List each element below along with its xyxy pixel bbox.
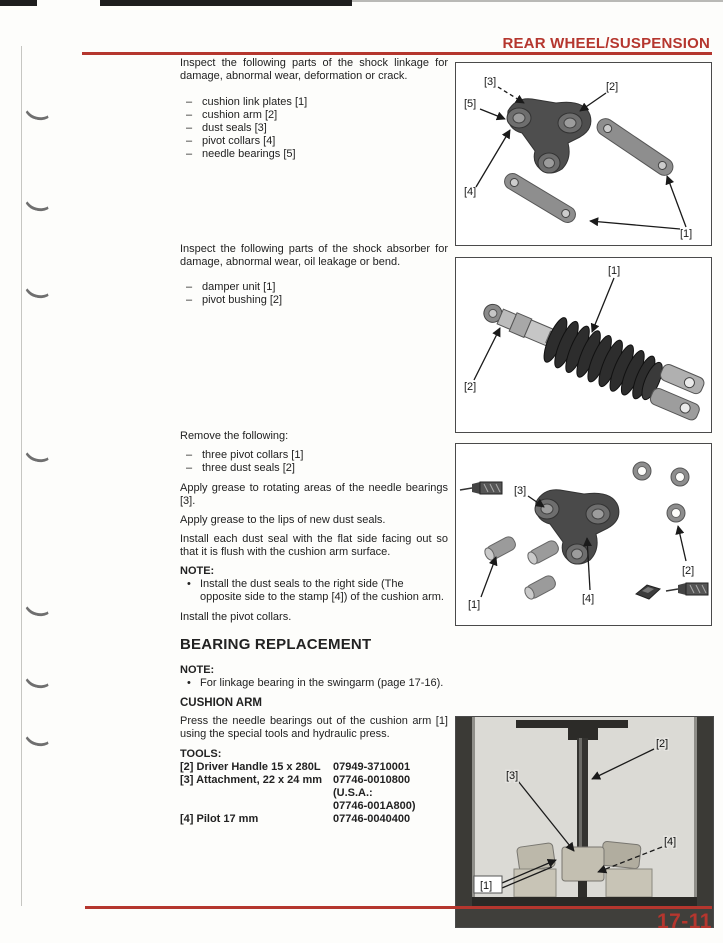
tool-name: [180, 800, 333, 813]
tool-name: [3] Attachment, 22 x 24 mm: [180, 774, 323, 786]
fig1-label-3: [3]: [484, 76, 497, 88]
grease-tube-icon: [666, 583, 708, 595]
tool-row: [180, 813, 448, 826]
figure-shock-linkage: [455, 62, 712, 246]
list-item: – damper unit [1]: [180, 281, 448, 294]
fig2-label-2: [2]: [464, 381, 477, 393]
tool-name: [2] Driver Handle 15 x 280L: [180, 761, 321, 773]
list-item: – needle bearings [5]: [180, 148, 448, 161]
list-item: – three pivot collars [1]: [180, 449, 448, 462]
binder-ring-mark: [21, 718, 56, 750]
note-block: [180, 664, 448, 690]
footer-rule: [85, 906, 712, 909]
page-number: 17-11: [656, 910, 712, 933]
callout-arrow: [667, 176, 686, 227]
subsection-heading: CUSHION ARM: [180, 697, 262, 709]
pivot-collar: [483, 535, 518, 562]
binder-ring-mark: [21, 92, 56, 124]
fig1-label-5: [5]: [464, 98, 477, 110]
fig1-label-4: [4]: [464, 186, 477, 198]
hydraulic-press-photo: [456, 717, 713, 927]
section-heading: BEARING REPLACEMENT: [180, 636, 372, 653]
page-header-title: REAR WHEEL/SUSPENSION: [502, 35, 710, 52]
dust-seal: [671, 468, 689, 486]
fig3-label-1: [1]: [468, 599, 481, 611]
tool-name: [180, 787, 333, 800]
scan-artifact: [352, 0, 723, 2]
list-item: – cushion arm [2]: [180, 109, 448, 122]
list-item: – three dust seals [2]: [180, 462, 448, 475]
tool-number: 07746-0040400: [333, 813, 411, 825]
fig1-label-2: [2]: [606, 81, 619, 93]
pivot-collar: [526, 539, 561, 566]
figure-cushion-arm-parts: [455, 443, 712, 626]
tool-row: [180, 761, 448, 774]
binder-ring-mark: [21, 270, 56, 302]
list-item: – dust seals [3]: [180, 122, 448, 135]
fig4-label-4: [4]: [664, 836, 677, 848]
note-label: NOTE:: [180, 664, 215, 676]
dust-seal: [667, 504, 685, 522]
fig1-label-1: [1]: [680, 228, 693, 240]
callout-arrow: [678, 526, 686, 561]
grease-bearings-para: Apply grease to rotating areas of the needle bearings [3].: [180, 482, 448, 507]
tool-row: [180, 787, 448, 800]
shock-absorber-intro: Inspect the following parts of the shock absorber for damage, abnormal wear, oil leakage or bend.: [180, 243, 448, 268]
list-item: – pivot bushing [2]: [180, 294, 448, 307]
tool-number: 07949-3710001: [333, 761, 411, 773]
note-label: NOTE:: [180, 565, 215, 577]
callout-arrow: [590, 221, 680, 229]
fig3-label-2: [2]: [682, 565, 695, 577]
tool-row: [180, 800, 448, 813]
tools-table: [180, 761, 448, 826]
scan-artifact: [0, 0, 37, 6]
tool-number: (U.S.A.:: [333, 787, 373, 799]
remove-list: [180, 449, 448, 475]
pivot-collar: [523, 574, 558, 601]
shock-absorber-list: [180, 281, 448, 307]
dust-seal: [633, 462, 651, 480]
tool-number: 07746-001A800): [333, 800, 416, 812]
install-collars-para: Install the pivot collars.: [180, 611, 292, 623]
callout-arrow: [592, 278, 614, 332]
binder-ring-mark: [21, 183, 56, 215]
fig3-label-3: [3]: [514, 485, 527, 497]
fig4-label-3: [3]: [506, 770, 519, 782]
binder-ring-mark: [21, 588, 56, 620]
cushion-link-plate: [502, 171, 579, 226]
press-para: Press the needle bearings out of the cushion arm [1] using the special tools and hydraulic press.: [180, 715, 448, 740]
list-item: – cushion link plates [1]: [180, 96, 448, 109]
figure-hydraulic-press: [455, 716, 714, 928]
shock-linkage-intro: Inspect the following parts of the shock linkage for damage, abnormal wear, deformation or crack.: [180, 57, 448, 82]
callout-arrow: [580, 93, 606, 111]
fig3-label-4: [4]: [582, 593, 595, 605]
header-rule: [82, 52, 712, 55]
stamp-mark: [636, 585, 660, 599]
grease-seals-para: Apply grease to the lips of new dust seals.: [180, 514, 386, 526]
callout-arrow: [481, 557, 496, 597]
fig2-label-1: [1]: [608, 265, 621, 277]
install-seals-para: Install each dust seal with the flat side facing out so that it is flush with the cushion arm surface.: [180, 533, 448, 558]
fig4-label-1: [1]: [480, 880, 493, 892]
remove-intro: Remove the following:: [180, 430, 289, 442]
tools-label: TOOLS:: [180, 748, 222, 760]
cushion-link-plate: [594, 115, 676, 178]
grease-tube-icon: [460, 482, 502, 494]
tool-name: [4] Pilot 17 mm: [180, 813, 259, 825]
callout-arrow: [480, 109, 505, 119]
scan-artifact: [100, 0, 352, 6]
note-item: • For linkage bearing in the swingarm (page 17-16).: [180, 677, 448, 690]
note-block: [180, 565, 448, 604]
cushion-arm-illustration: [507, 99, 591, 173]
page-edge-line: [21, 46, 22, 906]
callout-arrow: [474, 328, 500, 380]
tool-number: 07746-0010800: [333, 774, 411, 786]
fig4-label-2: [2]: [656, 738, 669, 750]
shock-absorber-illustration: [475, 287, 711, 426]
list-item: – pivot collars [4]: [180, 135, 448, 148]
note-item: • Install the dust seals to the right side (The opposite side to the stamp [4]) of the cushion arm.: [180, 578, 448, 604]
binder-ring-mark: [21, 434, 56, 466]
shock-linkage-list: [180, 96, 448, 161]
figure-shock-absorber: [455, 257, 712, 433]
tool-row: [180, 774, 448, 787]
binder-ring-mark: [21, 660, 56, 692]
